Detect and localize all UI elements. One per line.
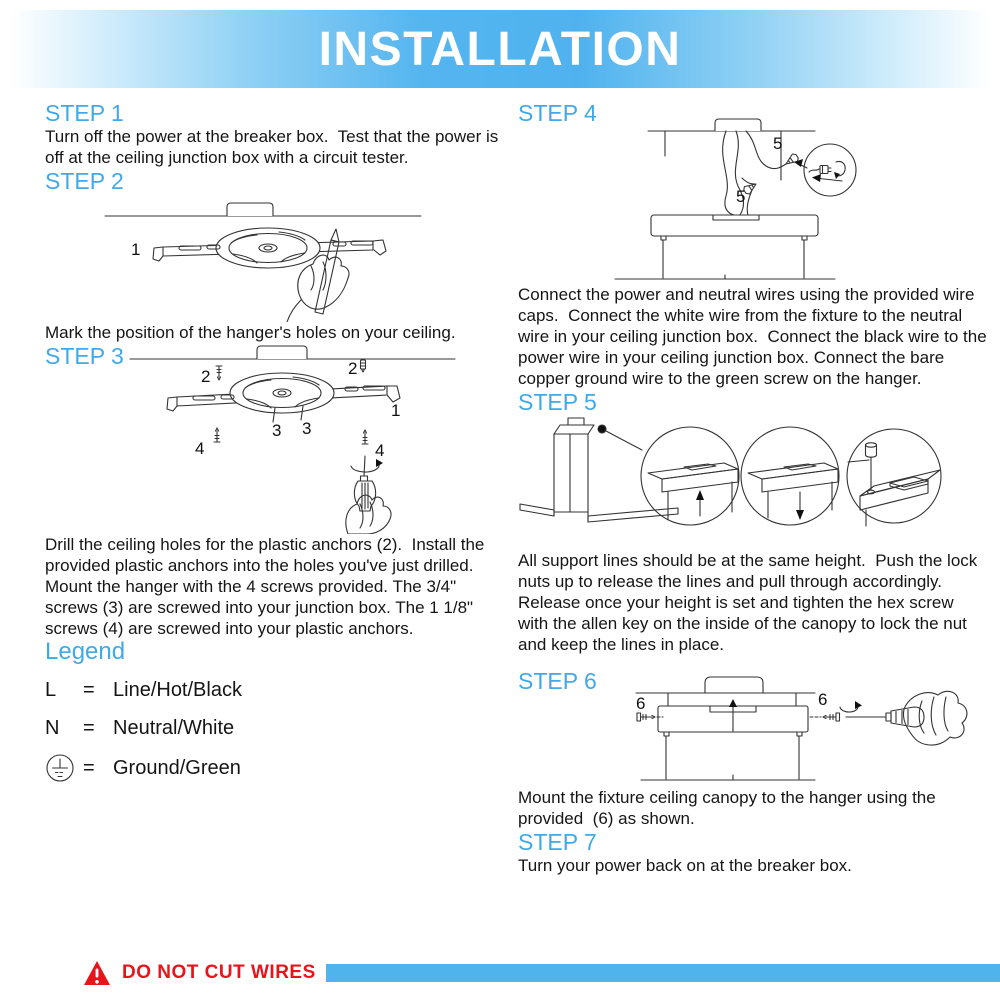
part-label-screw-right: 3 — [302, 419, 312, 438]
part-label-screw-right: 6 — [818, 690, 828, 709]
part-label-wire-cap-top: 5 — [773, 134, 783, 153]
part-label-anchor-right: 2 — [348, 359, 358, 378]
step-5-heading: STEP 5 — [518, 389, 597, 415]
step-2-heading: STEP 2 — [45, 168, 124, 194]
wire-cap-icon — [783, 153, 799, 168]
part-label-hanger: 1 — [391, 401, 401, 420]
part-label-screw-left: 6 — [636, 694, 646, 713]
part-label-anchor-left: 2 — [201, 367, 211, 386]
step-6-caption: Mount the fixture ceiling canopy to the hanger using the provided (6) as shown. — [518, 788, 941, 828]
part-label-wire-cap-bottom: 5 — [736, 187, 746, 206]
equals-sign: = — [83, 756, 95, 779]
step-3-figure — [45, 342, 500, 534]
legend-symbol-line: L — [45, 678, 57, 701]
screwdriver-hand — [840, 691, 967, 745]
ceiling — [636, 677, 815, 693]
step-3-heading: STEP 3 — [45, 343, 124, 369]
warning-footer — [45, 956, 1000, 990]
legend-row-ground — [45, 753, 500, 783]
legend-label-neutral: Neutral/White — [113, 716, 235, 739]
step-4-heading: STEP 4 — [518, 100, 597, 126]
inset-push-up — [641, 427, 739, 525]
canopy — [615, 215, 835, 279]
step-5-figure — [518, 416, 978, 550]
step-7-text: Turn your power back on at the breaker box. — [518, 856, 852, 875]
warning-triangle-icon — [82, 959, 112, 987]
screw-icon — [214, 428, 220, 442]
step-2-caption: Mark the position of the hanger's holes on your ceiling. — [45, 323, 456, 342]
step-2-figure — [45, 196, 500, 322]
screw-icon — [810, 713, 840, 721]
canopy — [641, 693, 815, 780]
ceiling — [648, 118, 815, 180]
legend-label-line: Line/Hot/Black — [113, 678, 242, 701]
right-column — [518, 100, 992, 876]
legend — [45, 677, 500, 783]
legend-row-neutral — [45, 715, 500, 741]
ceiling — [130, 346, 455, 359]
legend-label-ground: Ground/Green — [113, 756, 241, 779]
step-6-heading: STEP 6 — [518, 668, 597, 694]
step-4-figure — [518, 118, 978, 284]
inset-hex-screw — [847, 429, 941, 526]
inset-pull-down — [741, 427, 839, 525]
legend-row-line — [45, 677, 500, 703]
equals-sign: = — [83, 678, 95, 701]
header-banner — [0, 10, 1000, 88]
ceiling — [105, 203, 421, 216]
ground-icon — [45, 753, 83, 783]
step-3-text: Drill the ceiling holes for the plastic anchors (2). Install the provided plastic anchors into the holes you've just drilled. Mount the hanger with the 4 screws provided. The 3/4" screws (3) are screwed into your junction box. The 1 1/8" screws (4) are screwed into your plastic anchors. — [45, 535, 490, 638]
warning-text: DO NOT CUT WIRES — [122, 962, 316, 983]
step-4-text: Connect the power and neutral wires using the provided wire caps. Connect the white wire from the fixture to the neutral wire in your ceiling junction box. Connect the black wire to the power wire in your ceiling junction box. Connect the bare copper ground wire to the green screw on the hanger. — [518, 285, 992, 388]
step-1-heading: STEP 1 — [45, 100, 124, 126]
legend-symbol-neutral: N — [45, 716, 60, 739]
left-column — [45, 100, 504, 795]
hanger-bracket — [153, 228, 386, 268]
page-title: INSTALLATION — [318, 22, 682, 76]
part-label-anchor-screw-left: 4 — [195, 439, 205, 458]
part-label-hanger: 1 — [131, 240, 141, 259]
step-1-text: Turn off the power at the breaker box. Test that the power is off at the ceiling junction box with a circuit tester. — [45, 127, 504, 167]
part-label-anchor-screw-right: 4 — [375, 441, 385, 460]
anchor-icon — [361, 360, 366, 372]
legend-heading: Legend — [45, 638, 126, 665]
step-5-text: All support lines should be at the same height. Push the lock nuts up to release the lines and pull through accordingly. Release once your height is set and tighten the hex screw with the allen key on the inside of the canopy to lock the nut and keep the lines in place. — [518, 551, 983, 654]
wire-cap-inset — [804, 144, 856, 196]
warning-accent-bar — [326, 964, 1000, 982]
screw-icon — [362, 430, 368, 444]
anchor-icon — [216, 366, 222, 380]
equals-sign: = — [83, 716, 95, 739]
screwdriver-hand — [346, 456, 391, 534]
part-label-screw-left: 3 — [272, 421, 282, 440]
canopy-frame — [520, 418, 678, 522]
screw-icon — [637, 713, 663, 721]
step-7-heading: STEP 7 — [518, 829, 597, 855]
